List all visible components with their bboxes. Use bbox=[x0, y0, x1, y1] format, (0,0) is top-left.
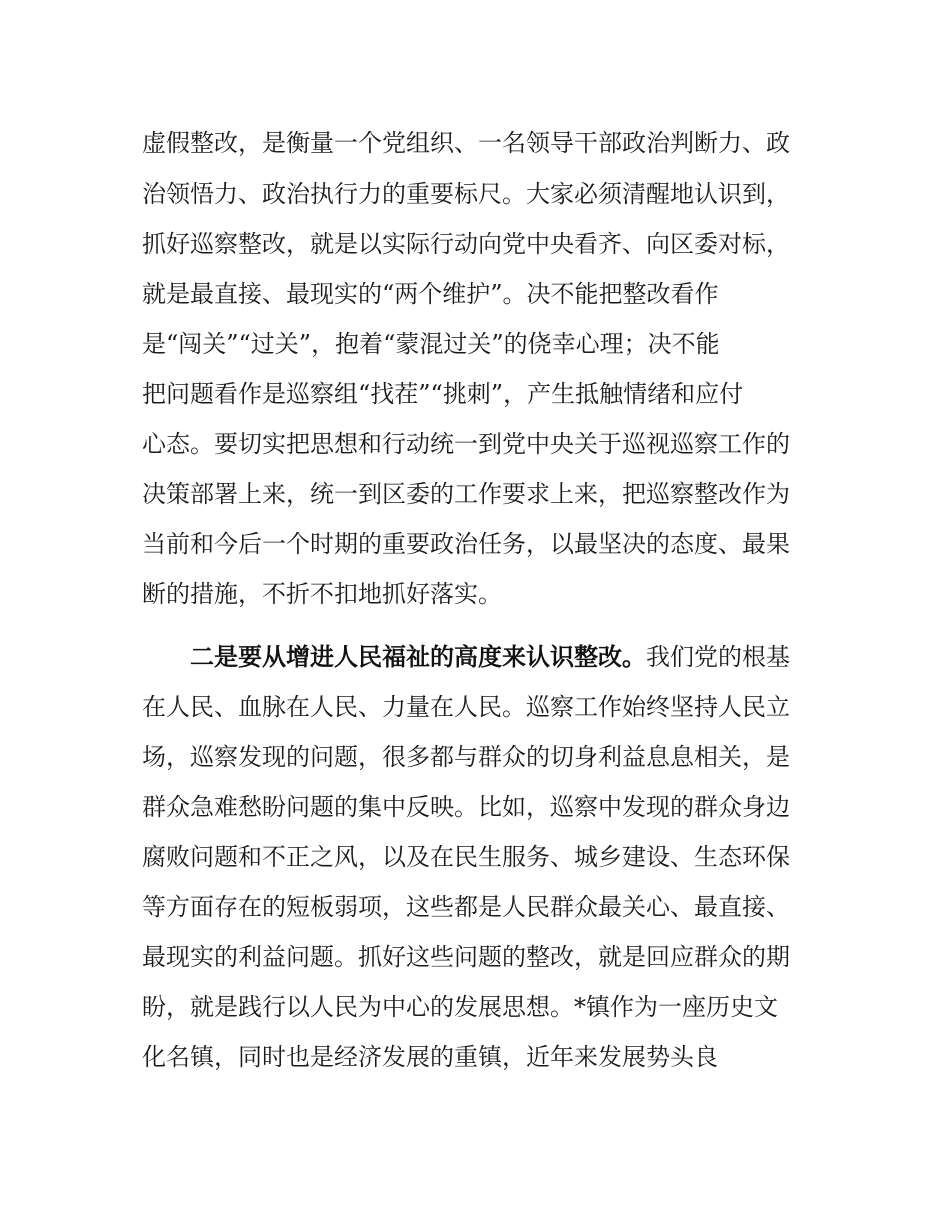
paragraph1-line-1: 虚假整改，是衡量一个党组织、一名领导干部政治判断力、政 bbox=[142, 129, 790, 157]
paragraph1-line-2: 治领悟力、政治执行力的重要标尺。大家必须清醒地认识到， bbox=[142, 180, 790, 208]
paragraph2-line-7: 最现实的利益问题。抓好这些问题的整改，就是回应群众的期 bbox=[142, 943, 790, 971]
paragraph2-line-1 bbox=[190, 637, 790, 677]
paragraph2-line-3: 场，巡察发现的问题，很多都与群众的切身利益息息相关，是 bbox=[142, 743, 790, 771]
paragraph1-line-6: 把问题看作是巡察组“找茬”“挑刺”，产生抵触情绪和应付 bbox=[142, 380, 744, 408]
paragraph2-line-6: 等方面存在的短板弱项，这些都是人民群众最关心、最直接、 bbox=[142, 893, 790, 921]
paragraph2-line-4: 群众急难愁盼问题的集中反映。比如，巡察中发现的群众身边 bbox=[142, 793, 790, 821]
paragraph2-first-line-rest: 我们党的根基 bbox=[646, 643, 790, 671]
paragraph1-line-7: 心态。要切实把思想和行动统一到党中央关于巡视巡察工作的 bbox=[142, 430, 790, 458]
paragraph2-lead-heading: 二是要从增进人民福祉的高度来认识整改。 bbox=[190, 643, 646, 671]
paragraph1-line-10: 断的措施，不折不扣地抓好落实。 bbox=[142, 580, 502, 608]
paragraph2-line-5: 腐败问题和不正之风，以及在民生服务、城乡建设、生态环保 bbox=[142, 843, 790, 871]
paragraph1-line-5: 是“闯关”“过关”，抱着“蒙混过关”的侥幸心理；决不能 bbox=[142, 330, 720, 358]
paragraph1-line-3: 抓好巡察整改，就是以实际行动向党中央看齐、向区委对标， bbox=[142, 230, 790, 258]
paragraph1-line-8: 决策部署上来，统一到区委的工作要求上来，把巡察整改作为 bbox=[142, 480, 790, 508]
paragraph1-line-4: 就是最直接、最现实的“两个维护”。决不能把整改看作 bbox=[142, 280, 719, 308]
paragraph2-line-9: 化名镇，同时也是经济发展的重镇，近年来发展势头良 bbox=[142, 1043, 718, 1071]
paragraph1-line-9: 当前和今后一个时期的重要政治任务，以最坚决的态度、最果 bbox=[142, 530, 790, 558]
paragraph2-line-8: 盼，就是践行以人民为中心的发展思想。*镇作为一座历史文 bbox=[142, 993, 778, 1021]
paragraph2-line-2: 在人民、血脉在人民、力量在人民。巡察工作始终坚持人民立 bbox=[142, 693, 790, 721]
